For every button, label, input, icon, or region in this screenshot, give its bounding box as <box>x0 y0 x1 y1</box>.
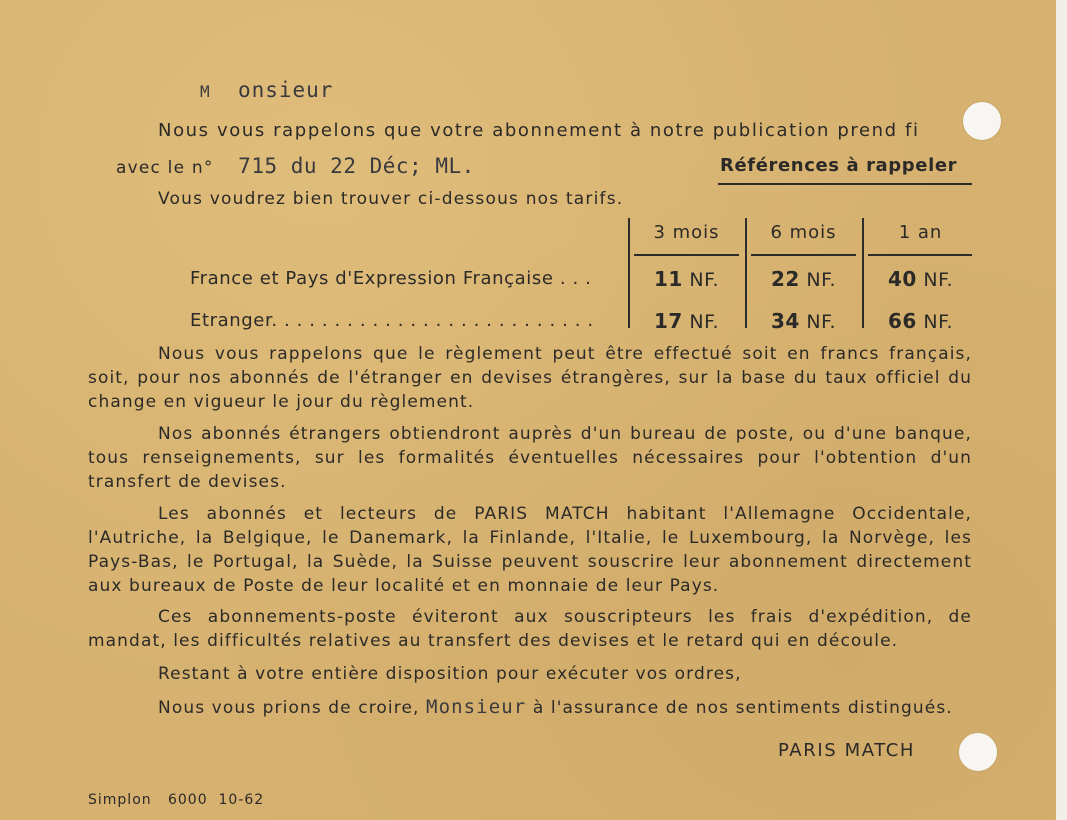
punch-hole-top <box>962 101 1002 141</box>
references-label: Références à rappeler <box>720 155 958 176</box>
price-unit: NF. <box>689 269 720 291</box>
printer-footer: Simplon 6000 10-62 <box>88 792 265 808</box>
avec-prefix: avec le n° <box>116 158 214 178</box>
typed-issue-number: 715 du 22 Déc; ML. <box>238 154 475 178</box>
header-rule <box>751 254 856 256</box>
header-rule <box>868 254 972 256</box>
price-unit: NF. <box>923 269 954 291</box>
price-value: 17 <box>653 309 683 333</box>
paragraph-countries <box>88 502 972 598</box>
signature: PARIS MATCH <box>778 740 916 761</box>
paragraph-text: Les abonnés et lecteurs de PARIS MATCH habitant l'Allemagne Occidentale, l'Autriche, la Belgique, le Danemark, la Finlande, l'Italie, le Luxembourg, la Norvège, les Pays-Bas, le Portugal, la Suède, la Suisse peuvent souscrire leur abonnement directement aux bureaux de Poste de leur localité et en monnaie de leur Pays. <box>88 504 972 596</box>
closing-after: à l'assurance de nos sentiments distingués. <box>532 698 953 718</box>
price-value: 22 <box>770 267 800 291</box>
scan-border <box>1056 0 1067 820</box>
price-france-6-mois <box>747 267 860 291</box>
paragraph-text: Restant à votre entière disposition pour exécuter vos ordres, <box>158 664 742 684</box>
paragraph-text: Nos abonnés étrangers obtiendront auprès d'un bureau de poste, ou d'une banque, tous renseignements, sur les formalités éventuelles nécessaires pour l'obtention d'un transfert de devises. <box>88 424 972 492</box>
price-value: 34 <box>770 309 800 333</box>
price-unit: NF. <box>806 311 837 333</box>
salutation-rest: onsieur <box>237 78 334 102</box>
price-etranger-3-mois <box>630 309 743 333</box>
paragraph-postal <box>88 605 972 653</box>
paragraph-foreign <box>88 422 972 494</box>
salutation-initial: M <box>200 82 211 101</box>
price-unit: NF. <box>806 269 837 291</box>
paragraph-text: Nous vous rappelons que le règlement peut être effectué soit en francs français, soit, pour nos abonnés de l'étranger en devises étrangères, sur la base du taux officiel du change en vigueur le jour du règlement. <box>88 344 972 412</box>
price-etranger-6-mois <box>747 309 860 333</box>
header-rule <box>634 254 739 256</box>
header-6-mois: 6 mois <box>770 222 837 243</box>
tariff-table <box>190 218 980 336</box>
row-label-france: France et Pays d'Expression Française . . . <box>190 268 592 289</box>
header-3-mois: 3 mois <box>653 222 720 243</box>
price-value: 40 <box>887 267 917 291</box>
salutation <box>200 78 333 102</box>
paragraph-payment <box>88 342 972 414</box>
references-underline <box>718 183 972 185</box>
row-label-etranger: Etranger. . . . . . . . . . . . . . . . . . . . . . . . . . <box>190 310 594 331</box>
paragraph-text: Ces abonnements-poste éviteront aux souscripteurs les frais d'expédition, de mandat, les difficultés relatives au transfert des devises et le retard qui en découle. <box>88 607 972 651</box>
price-unit: NF. <box>923 311 954 333</box>
price-value: 11 <box>653 267 683 291</box>
header-1-an: 1 an <box>898 222 943 243</box>
price-france-3-mois <box>630 267 743 291</box>
issue-line <box>116 154 475 178</box>
price-unit: NF. <box>689 311 720 333</box>
closing-before: Nous vous prions de croire, <box>158 698 420 718</box>
price-etranger-1-an <box>864 309 977 333</box>
price-value: 66 <box>887 309 917 333</box>
price-france-1-an <box>864 267 977 291</box>
typed-name: Monsieur <box>426 696 527 718</box>
intro-line-1: Nous vous rappelons que votre abonnement à notre publication prend fi <box>158 120 920 141</box>
paragraph-disposition <box>88 662 972 686</box>
paragraph-closing <box>88 695 972 720</box>
punch-hole-bottom <box>958 732 998 772</box>
tarifs-line: Vous voudrez bien trouver ci-dessous nos tarifs. <box>158 189 624 209</box>
